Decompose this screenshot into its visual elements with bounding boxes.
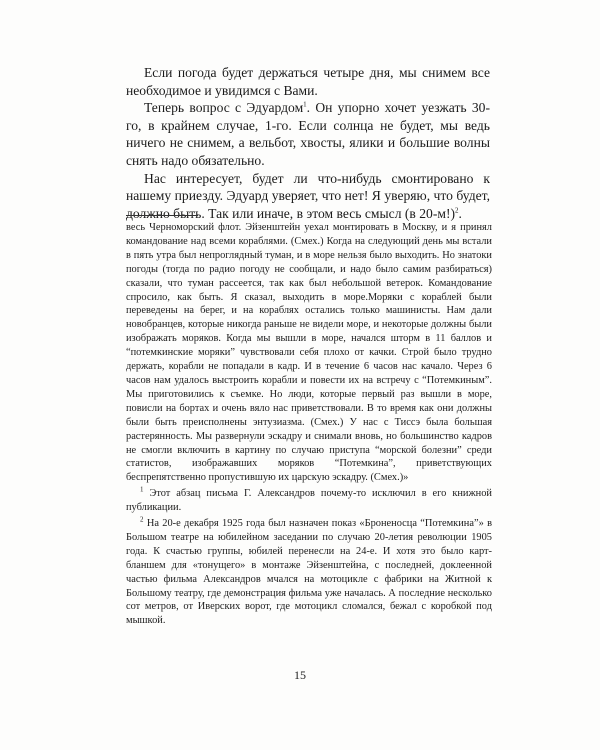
footnote-1: [126, 487, 492, 515]
footnote-2-text: На 20-е декабря 1925 года был назначен показ «Броненосца “Потемкина”» в Большом театре на юбилейном заседании по случаю 20-летия революции 1905 года. К счастью группы, юбилей перенесли на 24-е. И хотя это было карт-бланшем для «тонущего» в монтаже Эйзенштейна, с последней, доклеенной частью фильма Александров мчался на мотоцикле с фабрики на Житной к Большому театру, где демонстрация фильма уже началась. А последние несколько сот метров, от Иверских ворот, где мотоцикл сломался, бежал с коробкой под мышкой.: [126, 518, 492, 627]
paragraph-3-end: .: [458, 205, 462, 221]
footnote-ref-1: 1: [303, 100, 307, 109]
footnote-separator: [126, 215, 198, 216]
paragraph-3-start: Нас интересует, будет ли что-нибудь смонтировано к нашему приезду. Эдуард уверяет, что нет! Я уверяю, что будет, должно быть. Так или иначе, в этом весь смысл (в 20-м!): [126, 170, 490, 221]
footnote-1-text: Этот абзац письма Г. Александров почему-то исключил в его книжной публикации.: [126, 488, 492, 514]
paragraph-2: [126, 99, 490, 169]
paragraph-2-start: Теперь вопрос с Эдуардом: [144, 100, 304, 116]
letter-body: [126, 64, 490, 222]
footnote-continuation: весь Черноморский флот. Эйзенштейн уехал монтировать в Москву, и я принял командование над всеми кораблями. (Смех.) Когда на следующий день мы встали в пять утра был непроглядный туман, и в море нельзя было выходить. Но знатоки погоды (тогда по радио погоду не сообщали, и надо было самим разбираться) сказали, что туман рассеется, так как был небольшой ветерок. Командование спросило, как быть. Я сказал, выходить в море.Моряки с кораблей были переведены на берег, и на кораблях остались только машинисты. Нам дали новобранцев, которые никогда раньше не видели море, и некоторые должны были изображать моряков. Когда мы вышли в море, начался шторм в 11 баллов и “потемкинские моряки” чувствовали себя плохо от качки. Строй было трудно держать, корабли не попадали в кадр. И в течение 6 часов нас качало. Через 6 часов нам удалось выстроить корабли и повести их на встречу с “Потемкиным”. Мы приготовились к съемке. Но люди, которые первый раз вышли в море, повисли на бортах и очень вяло нас приветствовали. В то время как они должны были быть преисполнены энтузиазма. (Смех.) У нас с Тиссэ была большая растерянность. Мы развернули эскадру и снимали вновь, но большинство кадров не смогли включить в картину по случаю приступа “морской болезни” среди статистов, изображавших моряков “Потемкина”, приветствующих беспрепятственно пропустившую их царскую эскадру. (Смех.)»: [126, 222, 492, 484]
footnote-2-mark: 2: [140, 515, 144, 524]
page-number: 15: [294, 668, 306, 682]
paragraph-2-end: . Он упорно хочет уезжать 30-го, в крайнем случае, 1-го. Если солнца не будет, мы ведь ничего не снимем, а вельбот, хвосты, ялики и большие волны снять надо обязательно.: [126, 100, 490, 168]
footnote-2: [126, 517, 492, 628]
footnote-ref-2: 2: [455, 206, 459, 215]
footnote-1-mark: 1: [140, 485, 144, 494]
paragraph-1: Если погода будет держаться четыре дня, мы снимем все необходимое и увидимся с Вами.: [126, 65, 490, 98]
footnotes: [126, 221, 492, 628]
